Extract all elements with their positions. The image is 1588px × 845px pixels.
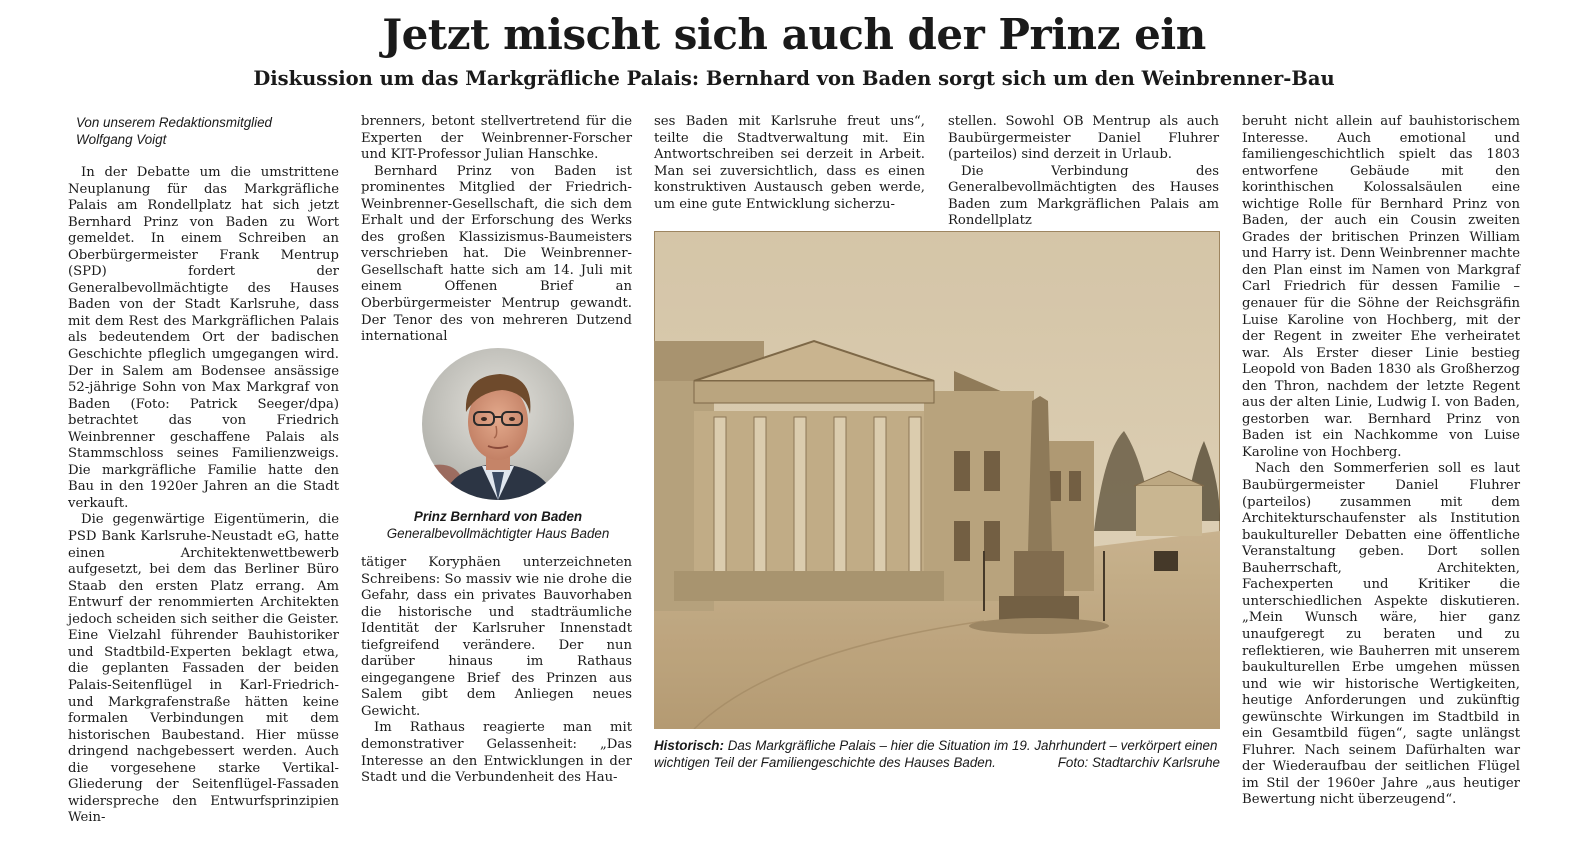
column-2-top xyxy=(361,114,632,346)
portrait-photo xyxy=(422,348,574,500)
historic-photo xyxy=(654,231,1220,729)
portrait-caption xyxy=(350,508,646,542)
palace-image xyxy=(654,231,1220,729)
column-4 xyxy=(948,114,1219,230)
portrait-image xyxy=(422,348,574,500)
paragraph: beruht nicht allein auf bauhistorischem Interesse. Auch emotional und familiengeschichtlich spielt das 1803 entworfene Gebäude mit den korinthischen Kolossalsäulen eine wichtige Rolle für Bernhard Prinz von Baden, der auch ein Cousin zweiten Grades der britischen Prinzen William und Harry ist. Denn Weinbrenner machte den Plan einst im Namen von Markgraf Carl Friedrich für dessen Familie – genauer für die Söhne der Reichsgräfin Luise Karoline von Hochberg, mit der der Regent in zweiter Ehe verheiratet war. Als Erster dieser Linie bestieg Leopold von Baden 1830 als Großherzog den Thron, nachdem der letzte Regent aus der alten Linie, Ludwig I. von Baden, gestorben war. Bernhard Prinz von Baden ist ein Nachkomme von Luise Karoline von Hochberg. xyxy=(1242,114,1520,460)
photo-caption-line-2 xyxy=(654,754,1220,771)
paragraph: tätiger Koryphäen unterzeichneten Schreibens: So massiv wie nie drohe die Gefahr, dass ein privates Bauvorhaben die historische und stadträumliche Identität der Karlsruher Innenstadt tiefgreifend verändere. Der nun darüber hinaus im Rathaus eingegangene Brief des Prinzen aus Salem gibt dem Anliegen neues Gewicht. xyxy=(361,555,632,719)
column-1 xyxy=(68,114,339,827)
headline: Jetzt mischt sich auch der Prinz ein xyxy=(382,10,1206,59)
subheadline: Diskussion um das Markgräfliche Palais: Bernhard von Baden sorgt sich um den Weinbrenner-Bau xyxy=(253,67,1335,90)
paragraph: In der Debatte um die umstrittene Neuplanung für das Markgräfliche Palais am Rondellplatz hat sich jetzt Bernhard Prinz von Baden zu Wort gemeldet. In einem Schreiben an Oberbürgermeister Frank Mentrup (SPD) fordert der Generalbevollmächtigte des Hauses Baden von der Stadt Karlsruhe, dass mit dem Rest des Markgräflichen Palais als bedeutendem Ort der badischen Geschichte pfleglich umgegangen wird. Der in Salem am Bodensee ansässige 52-jährige Sohn von Max Markgraf von Baden (Foto: Patrick Seeger/dpa) betrachtet das von Friedrich Weinbrenner geschaffene Palais als Stammschloss seines Familienzweigs. Die markgräfliche Familie hatte den Bau in den 1920er Jahren an die Stadt verkauft. xyxy=(68,165,339,511)
byline-line-1: Von unserem Redaktionsmitglied xyxy=(76,115,273,130)
photo-caption xyxy=(654,737,1220,771)
byline-author: Wolfgang Voigt xyxy=(76,132,167,147)
paragraph: Im Rathaus reagierte man mit demonstrativer Gelassenheit: „Das Interesse an den Entwicklungen in der Stadt und die Verbundenheit des Hau- xyxy=(361,720,632,786)
photo-caption-text-2: wichtigen Teil der Familiengeschichte des Hauses Baden. xyxy=(654,755,996,770)
paragraph: Bernhard Prinz von Baden ist prominentes Mitglied der Friedrich-Weinbrenner-Gesellschaft, die sich dem Erhalt und der Erforschung des Werks des großen Klassizismus-Baumeisters verschrieben hat. Die Weinbrenner-Gesellschaft hatte sich am 14. Juli mit einem Offenen Brief an Oberbürgermeister Mentrup gewandt. Der Tenor des von mehreren Dutzend international xyxy=(361,163,632,345)
paragraph: Die gegenwärtige Eigentümerin, die PSD Bank Karlsruhe-Neustadt eG, hatte einen Architektenwettbewerb aufgesetzt, bei dem das Berliner Büro Staab den ersten Platz errang. Am Entwurf der renommierten Architekten jedoch scheiden sich seither die Geister. Eine Vielzahl führender Bauhistoriker und Stadtbild-Experten beklagt etwa, die geplanten Fassaden der beiden Palais-Seitenflügel in Karl-Friedrich- und Markgrafenstraße hätten keine formalen Verbindungen mit dem historischen Baubestand. Hier müsse dringend nachgebessert werden. Auch die vorgesehene starke Vertikal-Gliederung der Seitenflügel-Fassaden widerspreche den Entwurfsprinzipien Wein- xyxy=(68,512,339,826)
photo-caption-line-1 xyxy=(654,737,1220,754)
column-2-bottom xyxy=(361,555,632,787)
portrait-name: Prinz Bernhard von Baden xyxy=(413,509,583,524)
paragraph: Die Verbindung des Generalbevollmächtigten des Hauses Baden zum Markgräflichen Palais am Rondellplatz xyxy=(948,163,1219,229)
paragraph: Nach den Sommerferien soll es laut Baubürgermeister Daniel Fluhrer (parteilos) zusammen mit dem Architekturschaufenster als Institution baukultureller Debatten eine öffentliche Veranstaltung geben. Dort sollen Bauherrschaft, Architekten, Fachexperten und Kritiker die unterschiedlichen Aspekte diskutieren. „Mein Wunsch wäre, hier ganz unaufgeregt zu beraten und zu reflektieren, wie Bauherren mit unserem baukulturellen Erbe umgehen müssen und wie wir historische Wertigkeiten, heutige Anforderungen und zukünftig gewünschte Wirkungen im Stadtbild in ein Gesamtbild fügen“, sagte unlängst Fluhrer. Nach seinem Dafürhalten war der Wiederaufbau der seitlichen Flügel im Stil der 1960er Jahre „aus heutiger Bewertung nicht überzeugend“. xyxy=(1242,461,1520,808)
photo-caption-lead: Historisch: xyxy=(654,738,724,753)
photo-caption-text-1: Das Markgräfliche Palais – hier die Situation im 19. Jahrhundert – verkörpert einen xyxy=(727,738,1218,753)
column-5 xyxy=(1242,114,1520,809)
paragraph: stellen. Sowohl OB Mentrup als auch Baubürgermeister Daniel Fluhrer (parteilos) sind derzeit in Urlaub. xyxy=(948,114,1219,163)
column-3 xyxy=(654,114,925,213)
byline xyxy=(76,114,339,148)
paragraph: brenners, betont stellvertretend für die Experten der Weinbrenner-Forscher und KIT-Professor Julian Hanschke. xyxy=(361,114,632,163)
photo-credit: Foto: Stadtarchiv Karlsruhe xyxy=(1057,755,1220,770)
portrait-role: Generalbevollmächtigter Haus Baden xyxy=(386,526,610,541)
paragraph: ses Baden mit Karlsruhe freut uns“, teilte die Stadtverwaltung mit. Ein Antwortschreiben sei derzeit in Arbeit. Man sei zuversichtlich, dass es einen konstruktiven Austausch geben werde, um eine gute Entwicklung sicherzu- xyxy=(654,114,925,212)
